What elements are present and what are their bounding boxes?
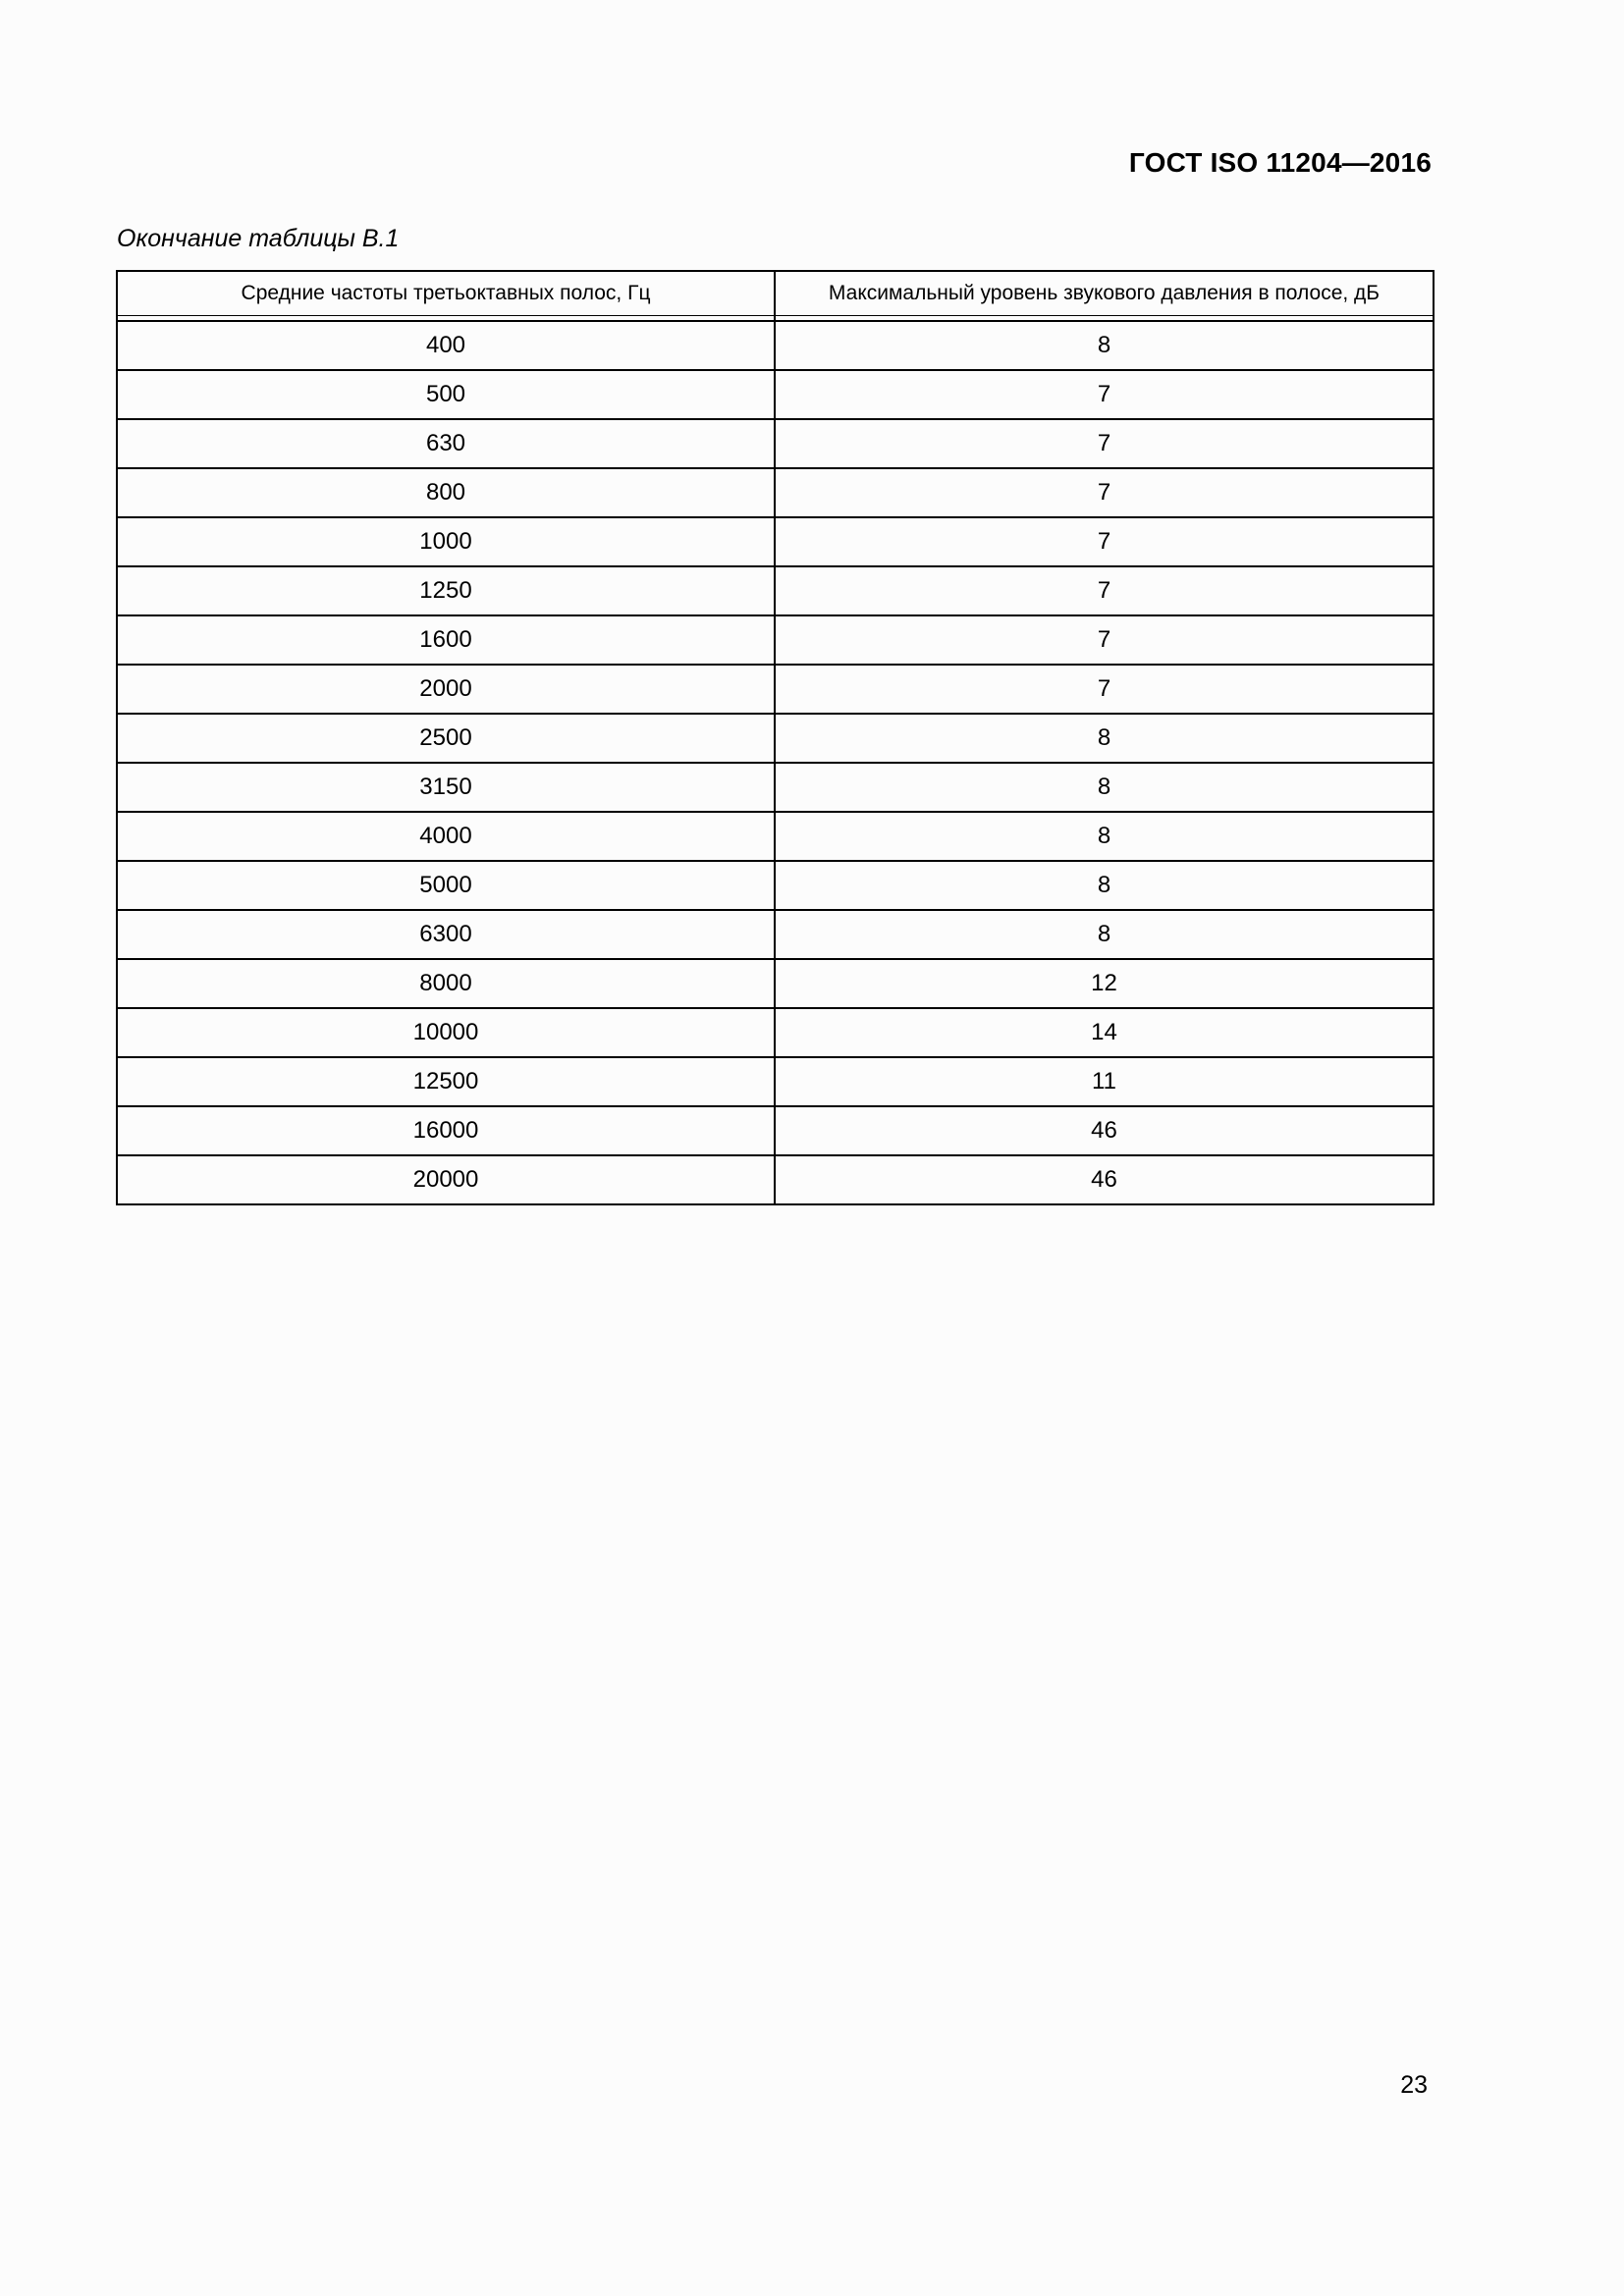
frequency-cell: 2500 (117, 714, 775, 763)
table-row (117, 370, 1434, 419)
table-row (117, 419, 1434, 468)
table-caption: Окончание таблицы В.1 (117, 225, 400, 252)
level-cell: 8 (775, 812, 1434, 861)
frequency-cell: 1250 (117, 566, 775, 615)
frequency-cell: 1000 (117, 517, 775, 566)
table-row (117, 517, 1434, 566)
table-row (117, 763, 1434, 812)
frequency-cell: 4000 (117, 812, 775, 861)
table-row (117, 1155, 1434, 1204)
table-row (117, 321, 1434, 370)
level-cell: 12 (775, 959, 1434, 1008)
level-cell: 8 (775, 763, 1434, 812)
frequency-cell: 2000 (117, 665, 775, 714)
frequency-cell: 12500 (117, 1057, 775, 1106)
table-row (117, 665, 1434, 714)
frequency-cell: 400 (117, 321, 775, 370)
frequency-cell: 8000 (117, 959, 775, 1008)
level-cell: 7 (775, 517, 1434, 566)
level-cell: 46 (775, 1155, 1434, 1204)
table-row (117, 959, 1434, 1008)
level-cell: 8 (775, 910, 1434, 959)
table-row (117, 1008, 1434, 1057)
level-cell: 7 (775, 370, 1434, 419)
frequency-cell: 5000 (117, 861, 775, 910)
document-standard-code: ГОСТ ISO 11204—2016 (1128, 147, 1432, 178)
page-number: 23 (1400, 2071, 1428, 2099)
frequency-cell: 6300 (117, 910, 775, 959)
level-cell: 8 (775, 714, 1434, 763)
level-cell: 7 (775, 615, 1434, 665)
frequency-cell: 10000 (117, 1008, 775, 1057)
level-cell: 7 (775, 468, 1434, 517)
level-cell: 14 (775, 1008, 1434, 1057)
level-cell: 7 (775, 665, 1434, 714)
frequency-cell: 20000 (117, 1155, 775, 1204)
level-cell: 7 (775, 566, 1434, 615)
table-row (117, 714, 1434, 763)
level-cell: 7 (775, 419, 1434, 468)
frequency-cell: 3150 (117, 763, 775, 812)
column-header-level: Максимальный уровень звукового давления в полосе, дБ (775, 271, 1434, 316)
table-header (117, 271, 1434, 321)
column-header-frequency: Средние частоты третьоктавных полос, Гц (117, 271, 775, 316)
frequency-cell: 1600 (117, 615, 775, 665)
frequency-cell: 800 (117, 468, 775, 517)
table-row (117, 615, 1434, 665)
table-row (117, 861, 1434, 910)
level-cell: 8 (775, 861, 1434, 910)
table-row (117, 566, 1434, 615)
level-cell: 46 (775, 1106, 1434, 1155)
table-row (117, 1106, 1434, 1155)
table-body (117, 321, 1434, 1204)
level-cell: 8 (775, 321, 1434, 370)
table-row (117, 468, 1434, 517)
table-row (117, 812, 1434, 861)
frequency-cell: 500 (117, 370, 775, 419)
frequency-cell: 630 (117, 419, 775, 468)
level-cell: 11 (775, 1057, 1434, 1106)
table-row (117, 1057, 1434, 1106)
table-row (117, 910, 1434, 959)
frequency-cell: 16000 (117, 1106, 775, 1155)
frequency-level-table (116, 270, 1435, 1205)
